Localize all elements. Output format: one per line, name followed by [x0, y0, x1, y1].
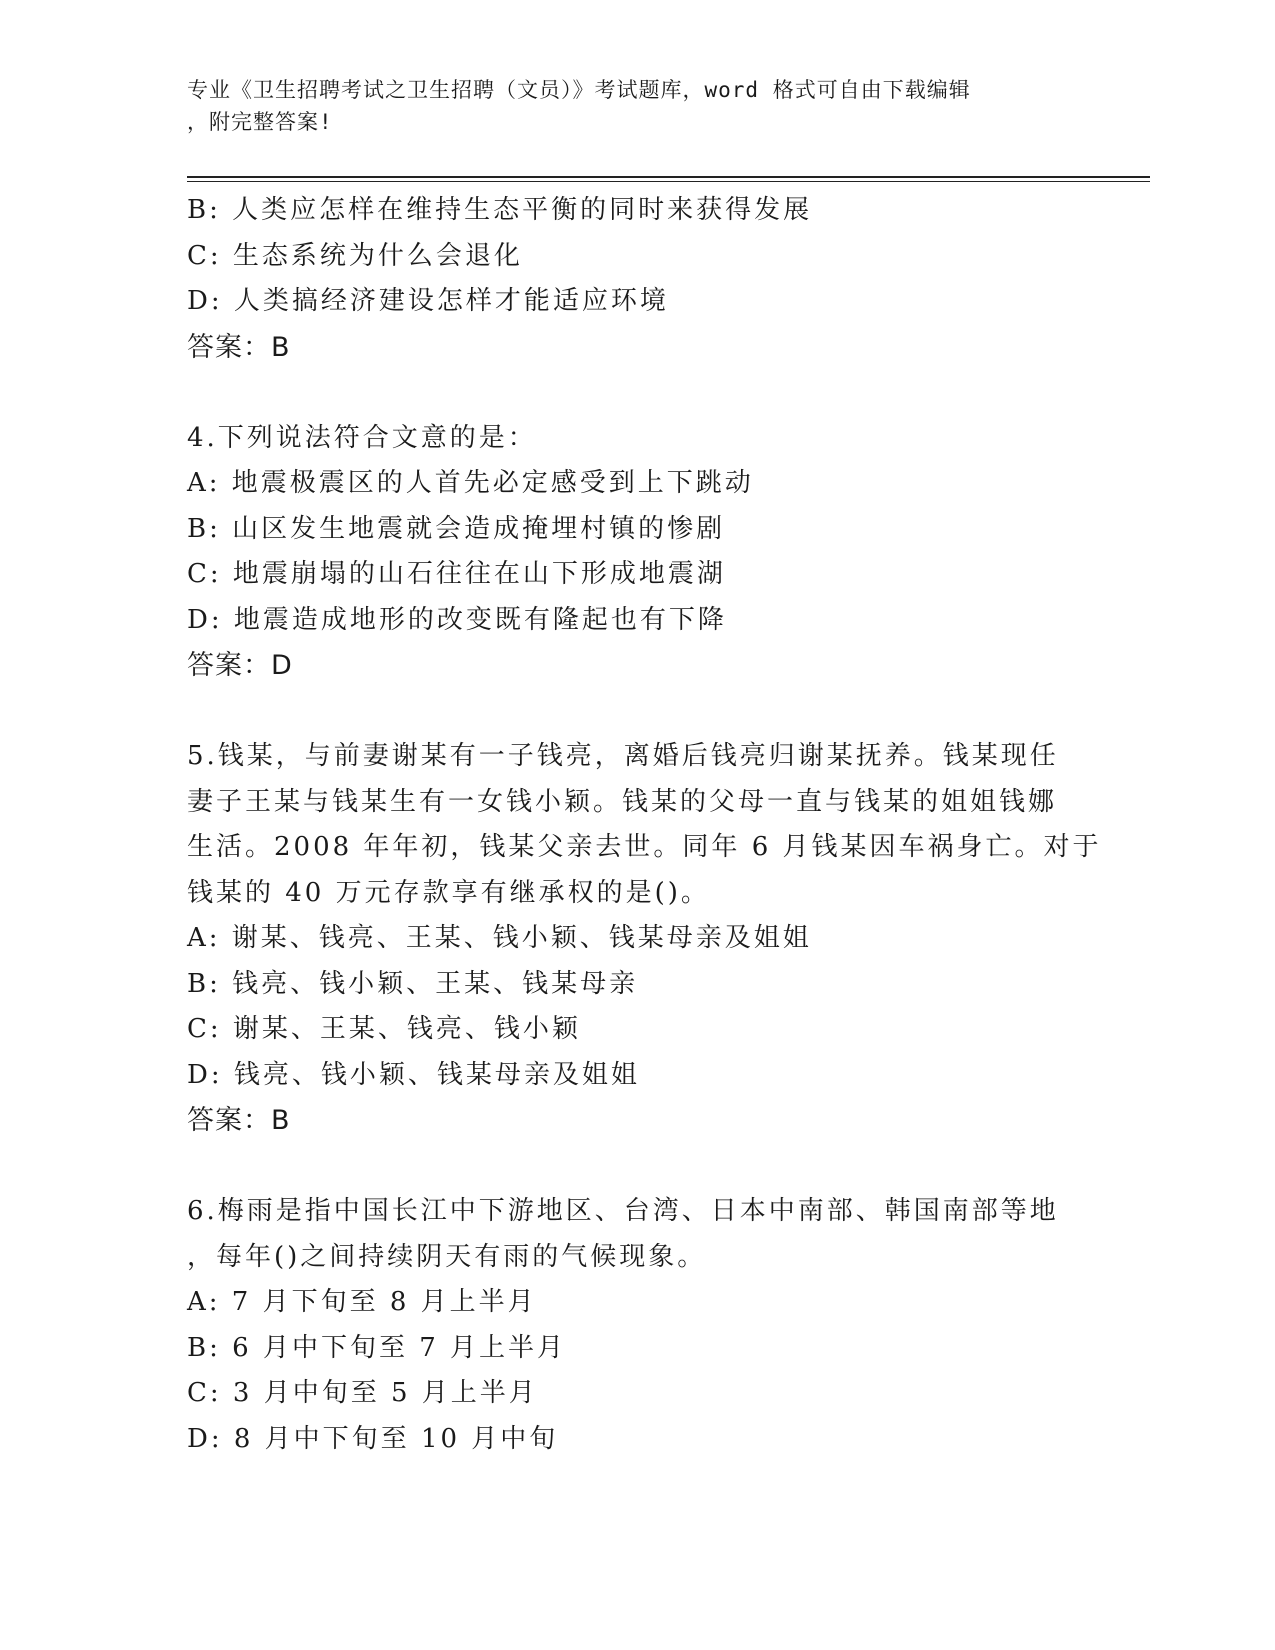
q6-question-line-2: ，每年()之间持续阴天有雨的气候现象。: [187, 1241, 707, 1272]
q3-option-d: D: 人类搞经济建设怎样才能适应环境: [187, 286, 669, 316]
q3-option-b: B: 人类应怎样在维持生态平衡的同时来获得发展: [187, 195, 813, 225]
q4-question: 4.下列说法符合文意的是：: [187, 422, 537, 453]
question-4-block: [187, 416, 1087, 689]
document-header: [187, 74, 1067, 138]
q5-option-d: D: 钱亮、钱小颖、钱某母亲及姐姐: [187, 1059, 640, 1090]
q3-option-c: C: 生态系统为什么会退化: [187, 240, 523, 271]
header-divider-thin: [187, 181, 1150, 182]
q6-option-b: B: 6 月中下旬至 7 月上半月: [187, 1332, 567, 1363]
header-line-1: 专业《卫生招聘考试之卫生招聘（文员）》考试题库，word 格式可自由下载编辑: [187, 78, 971, 102]
document-body: [187, 188, 1102, 1462]
q5-option-b: B: 钱亮、钱小颖、王某、钱某母亲: [187, 968, 639, 999]
question-3-block: [187, 188, 1087, 370]
header-divider-thick: [187, 176, 1150, 178]
q4-option-a: A: 地震极震区的人首先必定感受到上下跳动: [187, 468, 754, 498]
q5-question-line-3: 生活。2008 年年初，钱某父亲去世。同年 6 月钱某因车祸身亡。对于: [187, 832, 1102, 862]
q5-answer: 答案：B: [187, 1105, 291, 1136]
q5-option-c: C: 谢某、王某、钱亮、钱小颖: [187, 1014, 581, 1044]
q4-option-c: C: 地震崩塌的山石往往在山下形成地震湖: [187, 559, 726, 589]
q6-question-line-1: 6.梅雨是指中国长江中下游地区、台湾、日本中南部、韩国南部等地: [187, 1196, 1059, 1226]
q5-option-a: A: 谢某、钱亮、王某、钱小颖、钱某母亲及姐姐: [187, 923, 812, 953]
q5-question-line-4: 钱某的 40 万元存款享有继承权的是()。: [187, 877, 710, 908]
spacer: [187, 1144, 1087, 1190]
question-5-block: [187, 734, 1102, 1144]
q5-question-line-2: 妻子王某与钱某生有一女钱小颖。钱某的父母一直与钱某的姐姐钱娜: [187, 786, 1058, 817]
q4-option-d: D: 地震造成地形的改变既有隆起也有下降: [187, 604, 727, 635]
q4-option-b: B: 山区发生地震就会造成掩埋村镇的惨剧: [187, 513, 726, 544]
q5-question-line-1: 5.钱某，与前妻谢某有一子钱亮，离婚后钱亮归谢某抚养。钱某现任: [187, 741, 1059, 771]
q6-option-a: A: 7 月下旬至 8 月上半月: [187, 1287, 537, 1317]
question-6-block: [187, 1189, 1087, 1462]
header-line-2: ，附完整答案!: [187, 110, 333, 134]
q6-option-d: D: 8 月中下旬至 10 月中旬: [187, 1423, 559, 1454]
spacer: [187, 370, 1087, 416]
q3-answer: 答案：B: [187, 331, 291, 363]
q4-answer: 答案：D: [187, 650, 293, 681]
q6-option-c: C: 3 月中旬至 5 月上半月: [187, 1378, 538, 1408]
spacer: [187, 689, 1087, 735]
